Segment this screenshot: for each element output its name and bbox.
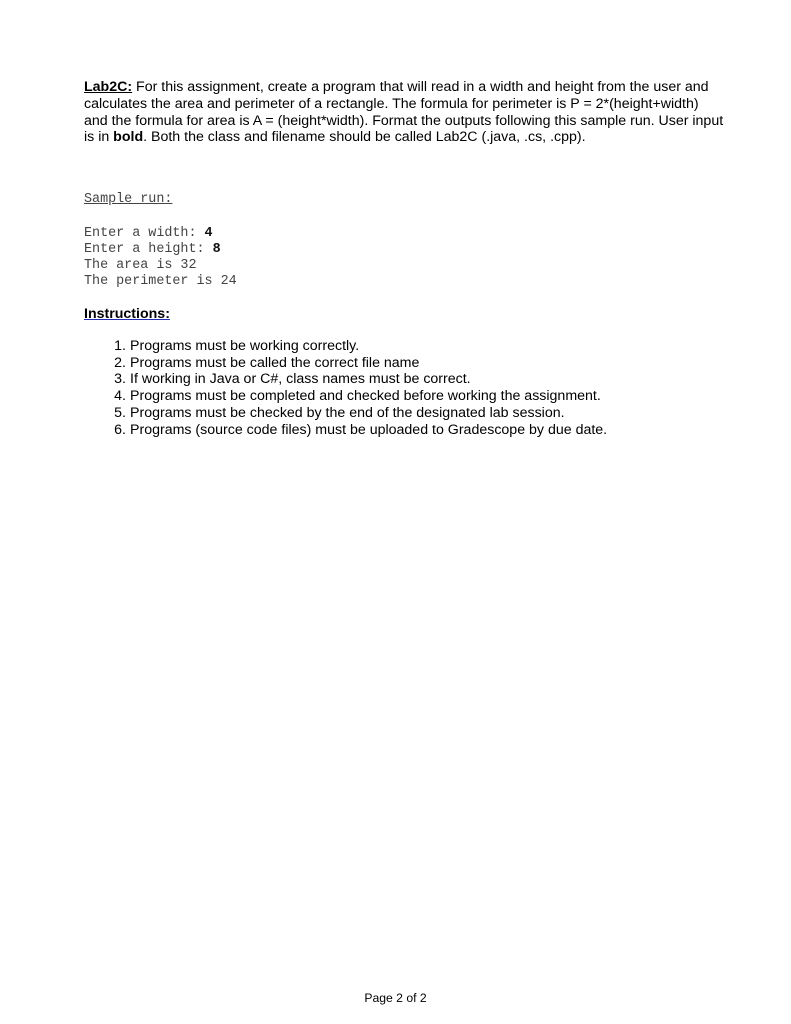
- list-item: [84, 422, 607, 439]
- run-line-user-input: 4: [204, 226, 213, 241]
- page-number-footer: Page 2 of 2: [364, 991, 427, 1005]
- list-item-number: 4.: [114, 388, 126, 405]
- list-item: [84, 355, 607, 372]
- instructions-list: [84, 338, 607, 438]
- run-line-prompt: Enter a width:: [84, 226, 205, 241]
- sample-run-label: Sample run:: [84, 192, 173, 207]
- sample-run-line: [84, 258, 237, 274]
- sample-run-block: [84, 192, 237, 290]
- list-item: [84, 371, 607, 388]
- list-item: [84, 338, 607, 355]
- list-item-text: Programs must be called the correct file name: [130, 354, 420, 371]
- sample-run-line: [84, 274, 237, 290]
- description-text-part2: . Both the class and filename should be called Lab2C (.java, .cs, .cpp).: [143, 129, 586, 146]
- instructions-heading: Instructions:: [84, 306, 170, 322]
- run-line-output: The area is 32: [84, 258, 197, 273]
- sample-run-line: [84, 226, 237, 242]
- list-item-text: If working in Java or C#, class names must be correct.: [130, 371, 471, 388]
- run-line-user-input: 8: [212, 242, 221, 257]
- lab-title: Lab2C:: [84, 79, 133, 95]
- list-item-text: Programs must be working correctly.: [130, 338, 360, 354]
- list-item-number: 2.: [114, 354, 126, 371]
- list-item-text: Programs (source code files) must be uploaded to Gradescope by due date.: [130, 421, 608, 438]
- list-item-number: 3.: [114, 371, 126, 388]
- list-item-number: 5.: [114, 404, 126, 421]
- list-item-number: 1.: [114, 338, 126, 354]
- sample-run-line: [84, 242, 237, 258]
- list-item-text: Programs must be checked by the end of the designated lab session.: [130, 404, 565, 421]
- list-item-number: 6.: [114, 421, 126, 438]
- list-item: [84, 388, 607, 405]
- description-text-part1: For this assignment, create a program that will read in a width and height from the user and calculates the area and perimeter of a rectangle. The formula for perimeter is P = 2*(height+width) and the formula for area is A = (height*width). Format the outputs following this sample run. User input is in: [84, 79, 724, 146]
- list-item-text: Programs must be completed and checked before working the assignment.: [130, 388, 601, 405]
- list-item: [84, 405, 607, 422]
- run-line-prompt: Enter a height:: [84, 242, 213, 257]
- run-line-output: The perimeter is 24: [84, 274, 237, 289]
- assignment-description: [84, 79, 724, 146]
- bold-word: bold: [113, 129, 144, 146]
